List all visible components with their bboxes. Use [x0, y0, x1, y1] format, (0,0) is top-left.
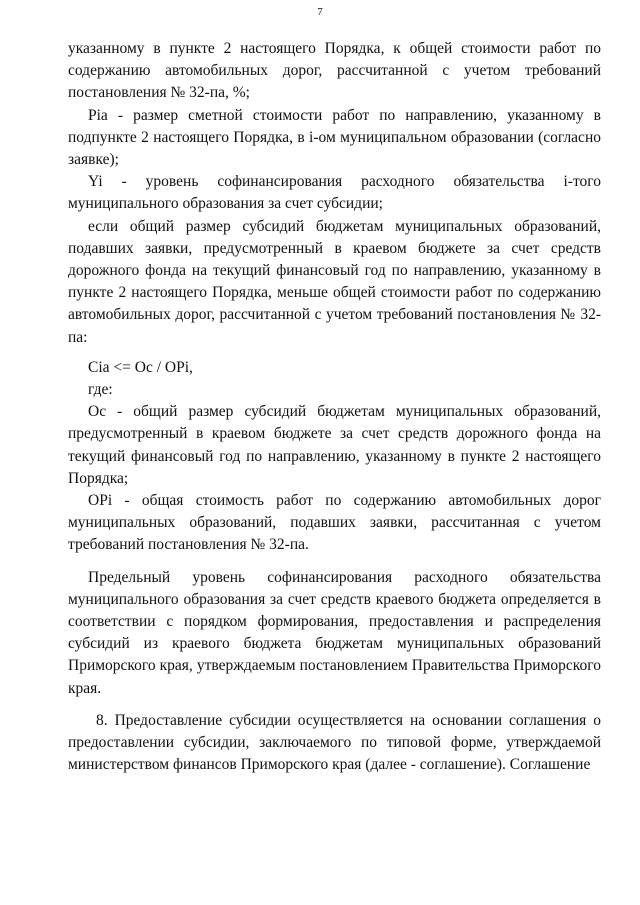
paragraph-item-8: 8. Предоставление субсидии осуществляется на основании соглашения о предоставлении субсидии, заключаемого по типовой форме, утверждаемой министерством финансов Приморского края (далее - соглашение). Соглашение: [68, 711, 601, 774]
paragraph-pia-definition: Pia - размер сметной стоимости работ по направлению, указанному в подпункте 2 настоящего Порядка, в i-ом муниципальном образовании (согласно заявке);: [68, 106, 601, 169]
paragraph-limit-level: Предельный уровень софинансирования расходного обязательства муниципального образования за счет средств краевого бюджета определяется в соответствии с порядком формирования, предоставления и распределения субсидий из краевого бюджета бюджетам муниципальных образований Приморского края, утверждаемым постановлением Правительства Приморского края.: [68, 568, 601, 697]
page-number: 7: [317, 6, 323, 18]
where-label: где:: [88, 381, 113, 399]
formula-line: Cia <= Oc / OPi,: [88, 358, 193, 376]
document-body: [68, 38, 601, 777]
paragraph-yi-definition: Yi - уровень софинансирования расходного обязательства i-того муниципального образования за счет субсидии;: [68, 173, 601, 213]
paragraph-continuation: указанному в пункте 2 настоящего Порядка, к общей стоимости работ по содержанию автомобильных дорог, рассчитанной с учетом требований постановления № 32-па, %;: [68, 40, 601, 102]
paragraph-oc-definition: Oc - общий размер субсидий бюджетам муниципальных образований, предусмотренный в краевом бюджете за счет средств дорожного фонда на текущий финансовый год по направлению, указанному в пункте 2 настоящего Порядка;: [68, 403, 601, 487]
paragraph-condition: если общий размер субсидий бюджетам муниципальных образований, подавших заявки, предусмотренный в краевом бюджете за счет средств дорожного фонда на текущий финансовый год по направлению, указанному в пункте 2 настоящего Порядка, меньше общей стоимости работ по содержанию автомобильных дорог, рассчитанной с учетом требований постановления № 32-па:: [68, 217, 601, 346]
paragraph-opi-definition: OPi - общая стоимость работ по содержанию автомобильных дорог муниципальных образований, подавших заявки, рассчитанная с учетом требований постановления № 32-па.: [68, 492, 601, 554]
